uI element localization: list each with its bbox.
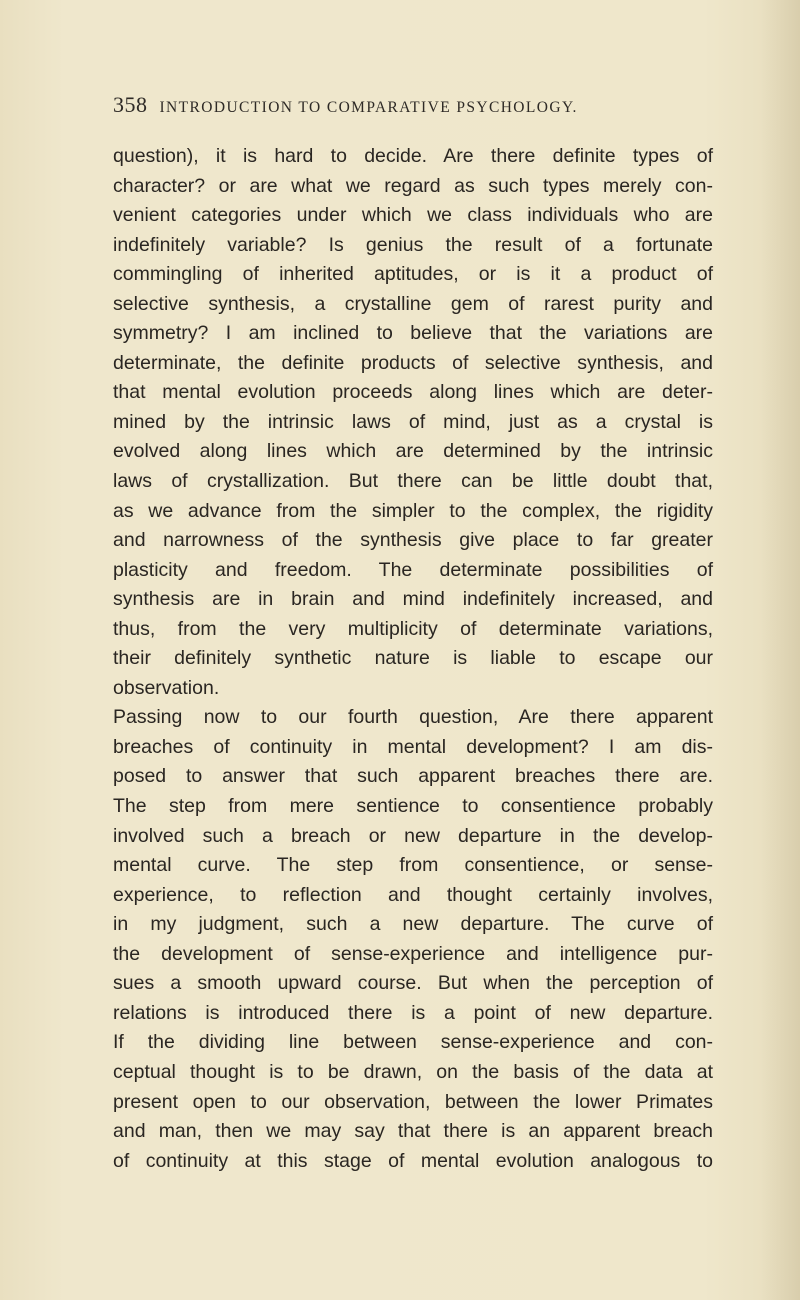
text-line: as we advance from the simpler to the complex, the rigidity	[113, 499, 713, 522]
text-line: The step from mere sentience to consentience probably	[113, 795, 713, 818]
running-head: INTRODUCTION TO COMPARATIVE PSYCHOLOGY.	[159, 99, 578, 116]
text-line: plasticity and freedom. The determinate possibilities of	[113, 558, 713, 581]
page-number: 358	[113, 92, 148, 117]
text-line: that mental evolution proceeds along lines which are deter-	[113, 381, 713, 404]
body-text	[113, 142, 713, 1176]
text-line: venient categories under which we class individuals who are	[113, 204, 713, 227]
text-line: experience, to reflection and thought certainly involves,	[113, 883, 713, 906]
text-line: determinate, the definite products of selective synthesis, and	[113, 351, 713, 374]
text-line: selective synthesis, a crystalline gem of rarest purity and	[113, 292, 713, 315]
text-line: character? or are what we regard as such types merely con-	[113, 174, 713, 197]
text-line: symmetry? I am inclined to believe that the variations are	[113, 322, 713, 345]
text-line: the development of sense-experience and intelligence pur-	[113, 942, 713, 965]
page-header	[113, 92, 713, 122]
text-line: commingling of inherited aptitudes, or is it a product of	[113, 263, 713, 286]
text-line: and narrowness of the synthesis give place to far greater	[113, 529, 713, 552]
paragraph-end-line: observation.	[113, 676, 220, 699]
text-line: If the dividing line between sense-experience and con-	[113, 1031, 713, 1054]
text-line: ceptual thought is to be drawn, on the basis of the data at	[113, 1060, 713, 1083]
text-line: and man, then we may say that there is an apparent breach	[113, 1120, 713, 1143]
text-line: laws of crystallization. But there can be little doubt that,	[113, 470, 713, 493]
text-line: their definitely synthetic nature is liable to escape our	[113, 647, 713, 670]
text-line: present open to our observation, between the lower Primates	[113, 1090, 713, 1113]
text-line: mined by the intrinsic laws of mind, just as a crystal is	[113, 410, 713, 433]
text-line: question), it is hard to decide. Are there definite types of	[113, 145, 713, 167]
text-line: posed to answer that such apparent breaches there are.	[113, 765, 713, 788]
text-line: in my judgment, such a new departure. The curve of	[113, 913, 713, 936]
text-line: relations is introduced there is a point of new departure.	[113, 1001, 713, 1024]
text-line: thus, from the very multiplicity of determinate variations,	[113, 617, 713, 640]
text-line: of continuity at this stage of mental evolution analogous to	[113, 1149, 713, 1172]
paragraph-start-line: Passing now to our fourth question, Are there apparent	[113, 706, 713, 729]
page-edge-shadow	[760, 0, 800, 1300]
text-line: evolved along lines which are determined by the intrinsic	[113, 440, 713, 463]
text-line: breaches of continuity in mental development? I am dis-	[113, 735, 713, 758]
text-line: mental curve. The step from consentience, or sense-	[113, 854, 713, 877]
text-line: involved such a breach or new departure in the develop-	[113, 824, 713, 847]
text-line: indefinitely variable? Is genius the result of a fortunate	[113, 233, 713, 256]
text-line: sues a smooth upward course. But when the perception of	[113, 972, 713, 995]
text-line: synthesis are in brain and mind indefinitely increased, and	[113, 588, 713, 611]
